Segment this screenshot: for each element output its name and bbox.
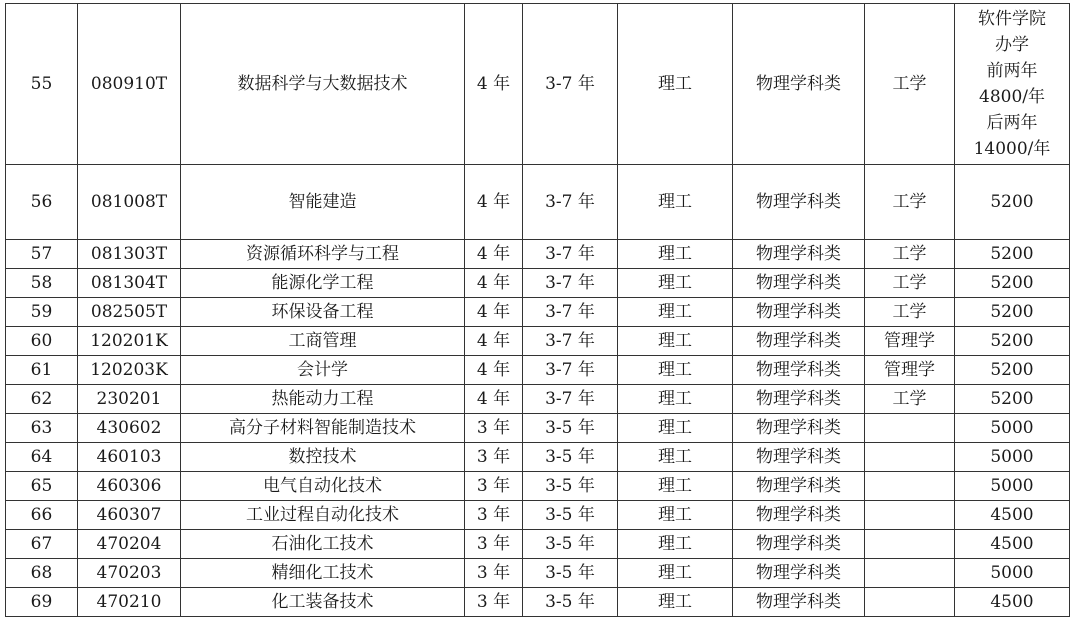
major-code: 460307 xyxy=(78,501,181,530)
table-row xyxy=(6,472,1070,501)
major-name: 化工装备技术 xyxy=(181,588,465,617)
degree xyxy=(865,472,955,501)
study-years-range: 3-7 年 xyxy=(523,356,618,385)
tuition-fee: 5200 xyxy=(955,165,1070,240)
majors-table xyxy=(5,3,1070,617)
subject-type: 物理学科类 xyxy=(733,240,865,269)
duration: 4 年 xyxy=(465,165,523,240)
subject-type: 物理学科类 xyxy=(733,414,865,443)
category: 理工 xyxy=(618,327,733,356)
fee-note-line: 4800/年 xyxy=(979,87,1045,107)
duration: 4 年 xyxy=(465,327,523,356)
degree xyxy=(865,414,955,443)
tuition-fee: 5000 xyxy=(955,559,1070,588)
major-name: 工商管理 xyxy=(181,327,465,356)
study-years-range: 3-7 年 xyxy=(523,385,618,414)
duration: 3 年 xyxy=(465,472,523,501)
category: 理工 xyxy=(618,588,733,617)
table-row xyxy=(6,240,1070,269)
duration: 3 年 xyxy=(465,443,523,472)
degree: 工学 xyxy=(865,385,955,414)
subject-type: 物理学科类 xyxy=(733,269,865,298)
major-name: 热能动力工程 xyxy=(181,385,465,414)
category: 理工 xyxy=(618,530,733,559)
degree: 管理学 xyxy=(865,327,955,356)
degree: 工学 xyxy=(865,165,955,240)
study-years-range: 3-7 年 xyxy=(523,4,618,165)
major-code: 470210 xyxy=(78,588,181,617)
fee-note-line: 软件学院 xyxy=(978,9,1046,29)
tuition-fee: 5200 xyxy=(955,356,1070,385)
major-name: 工业过程自动化技术 xyxy=(181,501,465,530)
row-number: 55 xyxy=(6,4,78,165)
subject-type: 物理学科类 xyxy=(733,501,865,530)
tuition-fee: 5200 xyxy=(955,269,1070,298)
duration: 4 年 xyxy=(465,385,523,414)
subject-type: 物理学科类 xyxy=(733,472,865,501)
row-number: 66 xyxy=(6,501,78,530)
degree xyxy=(865,530,955,559)
duration: 4 年 xyxy=(465,240,523,269)
fee-note-line: 后两年 xyxy=(986,113,1038,133)
row-number: 69 xyxy=(6,588,78,617)
tuition-fee: 4500 xyxy=(955,501,1070,530)
row-number: 60 xyxy=(6,327,78,356)
category: 理工 xyxy=(618,559,733,588)
subject-type: 物理学科类 xyxy=(733,559,865,588)
major-name: 智能建造 xyxy=(181,165,465,240)
major-code: 430602 xyxy=(78,414,181,443)
study-years-range: 3-7 年 xyxy=(523,240,618,269)
tuition-fee-note xyxy=(955,4,1070,165)
study-years-range: 3-7 年 xyxy=(523,269,618,298)
table-row xyxy=(6,165,1070,240)
duration: 4 年 xyxy=(465,298,523,327)
degree: 管理学 xyxy=(865,356,955,385)
tuition-fee: 5000 xyxy=(955,472,1070,501)
subject-type: 物理学科类 xyxy=(733,443,865,472)
row-number: 59 xyxy=(6,298,78,327)
subject-type: 物理学科类 xyxy=(733,385,865,414)
category: 理工 xyxy=(618,4,733,165)
row-number: 68 xyxy=(6,559,78,588)
degree: 工学 xyxy=(865,298,955,327)
row-number: 64 xyxy=(6,443,78,472)
subject-type: 物理学科类 xyxy=(733,327,865,356)
duration: 3 年 xyxy=(465,501,523,530)
category: 理工 xyxy=(618,298,733,327)
fee-note-line: 办学 xyxy=(995,35,1029,55)
degree: 工学 xyxy=(865,269,955,298)
category: 理工 xyxy=(618,501,733,530)
fee-note-line: 前两年 xyxy=(986,61,1038,81)
subject-type: 物理学科类 xyxy=(733,530,865,559)
major-name: 石油化工技术 xyxy=(181,530,465,559)
row-number: 67 xyxy=(6,530,78,559)
major-code: 081303T xyxy=(78,240,181,269)
major-code: 470204 xyxy=(78,530,181,559)
category: 理工 xyxy=(618,269,733,298)
majors-table-body xyxy=(6,4,1070,617)
category: 理工 xyxy=(618,165,733,240)
major-code: 230201 xyxy=(78,385,181,414)
major-name: 电气自动化技术 xyxy=(181,472,465,501)
duration: 3 年 xyxy=(465,559,523,588)
table-row xyxy=(6,443,1070,472)
table-row xyxy=(6,356,1070,385)
table-row xyxy=(6,327,1070,356)
category: 理工 xyxy=(618,472,733,501)
major-code: 082505T xyxy=(78,298,181,327)
table-row xyxy=(6,501,1070,530)
study-years-range: 3-7 年 xyxy=(523,298,618,327)
tuition-fee: 4500 xyxy=(955,530,1070,559)
table-row xyxy=(6,414,1070,443)
tuition-fee: 5000 xyxy=(955,443,1070,472)
category: 理工 xyxy=(618,240,733,269)
degree: 工学 xyxy=(865,240,955,269)
table-row xyxy=(6,530,1070,559)
major-code: 080910T xyxy=(78,4,181,165)
duration: 3 年 xyxy=(465,588,523,617)
major-code: 081008T xyxy=(78,165,181,240)
row-number: 65 xyxy=(6,472,78,501)
major-name: 数据科学与大数据技术 xyxy=(181,4,465,165)
degree xyxy=(865,501,955,530)
major-name: 数控技术 xyxy=(181,443,465,472)
row-number: 58 xyxy=(6,269,78,298)
category: 理工 xyxy=(618,385,733,414)
study-years-range: 3-5 年 xyxy=(523,501,618,530)
row-number: 57 xyxy=(6,240,78,269)
tuition-fee: 5200 xyxy=(955,385,1070,414)
degree: 工学 xyxy=(865,4,955,165)
category: 理工 xyxy=(618,356,733,385)
category: 理工 xyxy=(618,414,733,443)
subject-type: 物理学科类 xyxy=(733,588,865,617)
study-years-range: 3-5 年 xyxy=(523,472,618,501)
study-years-range: 3-5 年 xyxy=(523,588,618,617)
tuition-fee: 5200 xyxy=(955,298,1070,327)
study-years-range: 3-7 年 xyxy=(523,165,618,240)
duration: 3 年 xyxy=(465,414,523,443)
table-row xyxy=(6,4,1070,165)
duration: 4 年 xyxy=(465,269,523,298)
major-name: 精细化工技术 xyxy=(181,559,465,588)
degree xyxy=(865,588,955,617)
row-number: 62 xyxy=(6,385,78,414)
duration: 4 年 xyxy=(465,356,523,385)
tuition-fee: 5000 xyxy=(955,414,1070,443)
duration: 3 年 xyxy=(465,530,523,559)
table-row xyxy=(6,298,1070,327)
tuition-fee: 5200 xyxy=(955,240,1070,269)
subject-type: 物理学科类 xyxy=(733,298,865,327)
subject-type: 物理学科类 xyxy=(733,4,865,165)
table-row xyxy=(6,269,1070,298)
study-years-range: 3-7 年 xyxy=(523,327,618,356)
row-number: 63 xyxy=(6,414,78,443)
major-name: 能源化学工程 xyxy=(181,269,465,298)
row-number: 56 xyxy=(6,165,78,240)
table-row xyxy=(6,559,1070,588)
table-row xyxy=(6,588,1070,617)
tuition-fee: 4500 xyxy=(955,588,1070,617)
subject-type: 物理学科类 xyxy=(733,356,865,385)
major-code: 460306 xyxy=(78,472,181,501)
study-years-range: 3-5 年 xyxy=(523,530,618,559)
majors-table-container xyxy=(5,3,1070,617)
study-years-range: 3-5 年 xyxy=(523,443,618,472)
duration: 4 年 xyxy=(465,4,523,165)
table-row xyxy=(6,385,1070,414)
fee-note-line: 14000/年 xyxy=(973,139,1051,159)
major-code: 120201K xyxy=(78,327,181,356)
major-code: 120203K xyxy=(78,356,181,385)
row-number: 61 xyxy=(6,356,78,385)
degree xyxy=(865,443,955,472)
degree xyxy=(865,559,955,588)
study-years-range: 3-5 年 xyxy=(523,559,618,588)
major-code: 081304T xyxy=(78,269,181,298)
major-code: 470203 xyxy=(78,559,181,588)
subject-type: 物理学科类 xyxy=(733,165,865,240)
major-name: 资源循环科学与工程 xyxy=(181,240,465,269)
major-name: 高分子材料智能制造技术 xyxy=(181,414,465,443)
major-code: 460103 xyxy=(78,443,181,472)
study-years-range: 3-5 年 xyxy=(523,414,618,443)
category: 理工 xyxy=(618,443,733,472)
tuition-fee: 5200 xyxy=(955,327,1070,356)
major-name: 会计学 xyxy=(181,356,465,385)
major-name: 环保设备工程 xyxy=(181,298,465,327)
